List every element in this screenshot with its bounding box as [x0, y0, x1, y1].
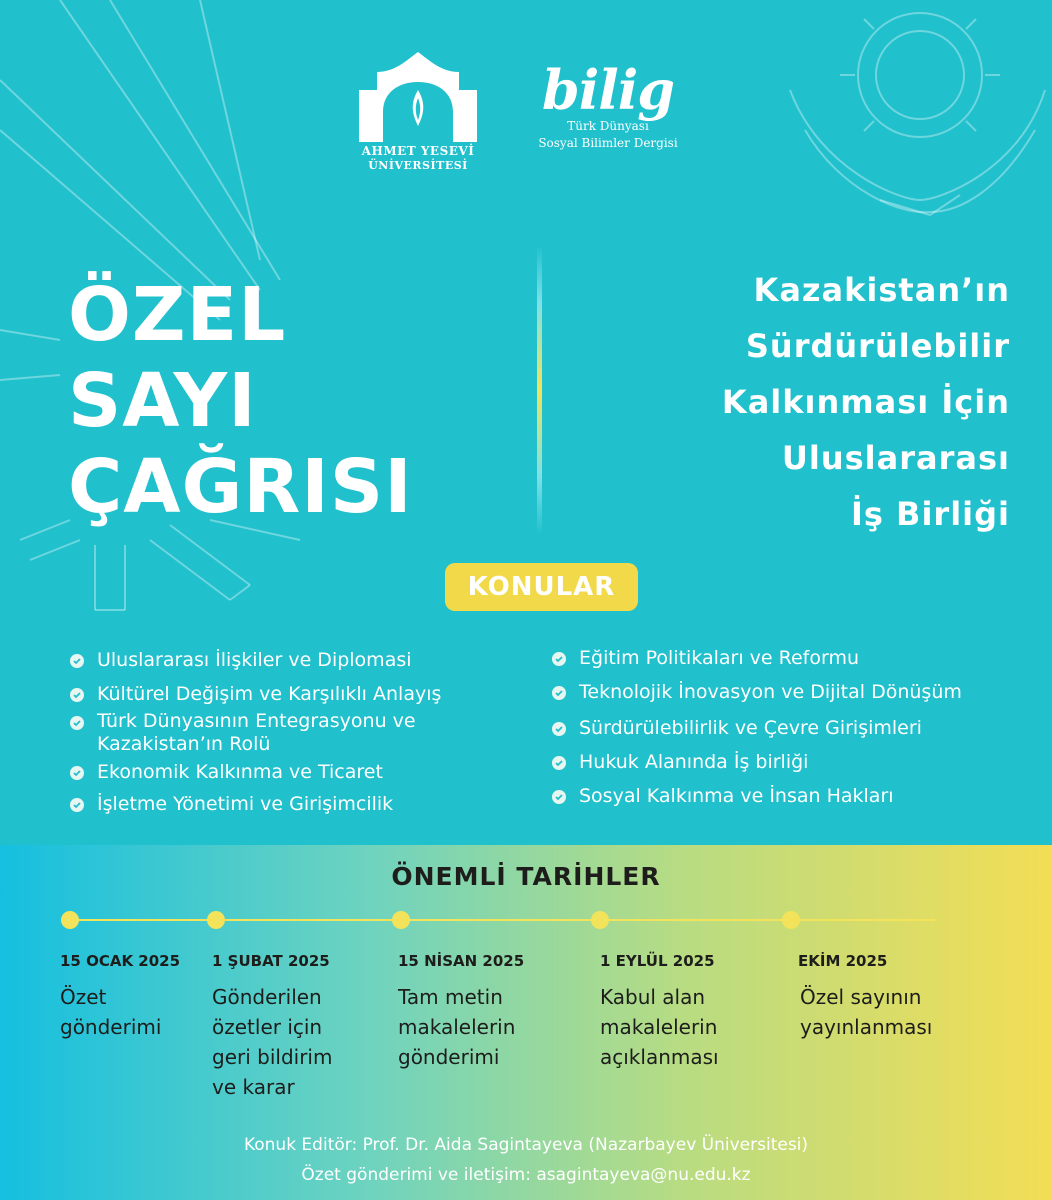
date-label: 15 OCAK 2025	[60, 952, 181, 970]
guest-editor-text: Konuk Editör: Prof. Dr. Aida Sagintayeva (Nazarbayev Üniversitesi)	[243, 1135, 809, 1155]
check-circle-icon	[70, 654, 84, 668]
check-circle-icon	[70, 798, 84, 812]
timeline-dot	[61, 911, 79, 929]
check-circle-icon	[70, 716, 84, 730]
sun-eagle-emblem-icon	[790, 0, 1045, 215]
date-description: Özet gönderimi	[60, 985, 162, 1039]
date-label: 1 EYLÜL 2025	[600, 952, 715, 970]
bilig-subtitle-line2: Sosyal Bilimler Dergisi	[538, 136, 678, 150]
date-description: Özel sayının yayınlanması	[800, 985, 933, 1039]
timeline-dot	[782, 911, 800, 929]
list-item	[70, 792, 393, 816]
timeline-dot	[591, 911, 609, 929]
topic-label: İşletme Yönetimi ve Girişimcilik	[97, 793, 394, 815]
list-item	[70, 648, 412, 672]
konular-badge: KONULAR	[445, 563, 638, 611]
title-line1: ÖZEL	[68, 272, 287, 358]
list-item	[552, 750, 808, 774]
topic-label: Hukuk Alanında İş birliği	[579, 751, 809, 773]
ahmet-yesevi-logo	[355, 50, 481, 175]
list-item	[552, 784, 894, 808]
topic-label: Teknolojik İnovasyon ve Dijital Dönüşüm	[579, 681, 962, 703]
bilig-subtitle-line1: Türk Dünyası	[567, 119, 649, 133]
check-circle-icon	[552, 790, 566, 804]
list-item	[70, 710, 457, 756]
check-circle-icon	[70, 766, 84, 780]
bilig-wordmark: bilig	[541, 58, 675, 122]
date-description: Tam metin makalelerin gönderimi	[398, 985, 516, 1069]
check-circle-icon	[552, 722, 566, 736]
check-circle-icon	[552, 686, 566, 700]
mosque-arch-icon	[355, 50, 481, 142]
date-label: 1 ŞUBAT 2025	[212, 952, 330, 970]
subtitle	[600, 262, 1010, 542]
ayu-name-line1: AHMET YESEVİ	[361, 144, 475, 158]
topic-label: Sürdürülebilirlik ve Çevre Girişimleri	[579, 717, 922, 739]
title-line2: SAYI	[68, 358, 257, 444]
subtitle-line1: Kazakistan’ın	[753, 271, 1010, 309]
list-item	[552, 716, 922, 740]
subtitle-line2: Sürdürülebilir	[745, 327, 1010, 365]
timeline-line	[70, 919, 935, 921]
subtitle-line3: Kalkınması İçin	[721, 383, 1010, 421]
vertical-divider	[537, 245, 542, 535]
date-description: Gönderilen özetler için geri bildirim ve karar	[212, 985, 333, 1099]
timeline-dot	[392, 911, 410, 929]
footer	[0, 1130, 1052, 1190]
page-title	[68, 272, 488, 530]
topic-label: Ekonomik Kalkınma ve Ticaret	[97, 761, 383, 783]
topic-label: Kültürel Değişim ve Karşılıklı Anlayış	[97, 683, 442, 705]
contact-text: Özet gönderimi ve iletişim: asagintayeva@nu.edu.kz	[301, 1165, 751, 1185]
ayu-name-line2: ÜNİVERSİTESİ	[368, 159, 468, 172]
topic-label: Uluslararası İlişkiler ve Diplomasi	[97, 649, 412, 671]
check-circle-icon	[552, 652, 566, 666]
list-item	[552, 646, 859, 670]
date-description: Kabul alan makalelerin açıklanması	[600, 985, 719, 1069]
topic-label: Sosyal Kalkınma ve İnsan Hakları	[579, 785, 894, 807]
date-label: 15 NİSAN 2025	[398, 952, 525, 970]
subtitle-line4: Uluslararası	[781, 439, 1010, 477]
timeline-dot	[207, 911, 225, 929]
subtitle-line5: İş Birliği	[850, 495, 1010, 533]
check-circle-icon	[552, 756, 566, 770]
dates-title: ÖNEMLİ TARİHLER	[391, 862, 661, 891]
check-circle-icon	[70, 688, 84, 702]
list-item	[552, 680, 962, 704]
title-line3: ÇAĞRISI	[68, 444, 413, 530]
topic-label: Eğitim Politikaları ve Reformu	[579, 647, 860, 669]
list-item	[70, 682, 441, 706]
list-item	[70, 760, 383, 784]
date-label: EKİM 2025	[798, 952, 888, 970]
bilig-logo	[520, 58, 696, 152]
topic-label: Türk Dünyasının Entegrasyonu ve Kazakistan’ın Rolü	[97, 710, 416, 755]
